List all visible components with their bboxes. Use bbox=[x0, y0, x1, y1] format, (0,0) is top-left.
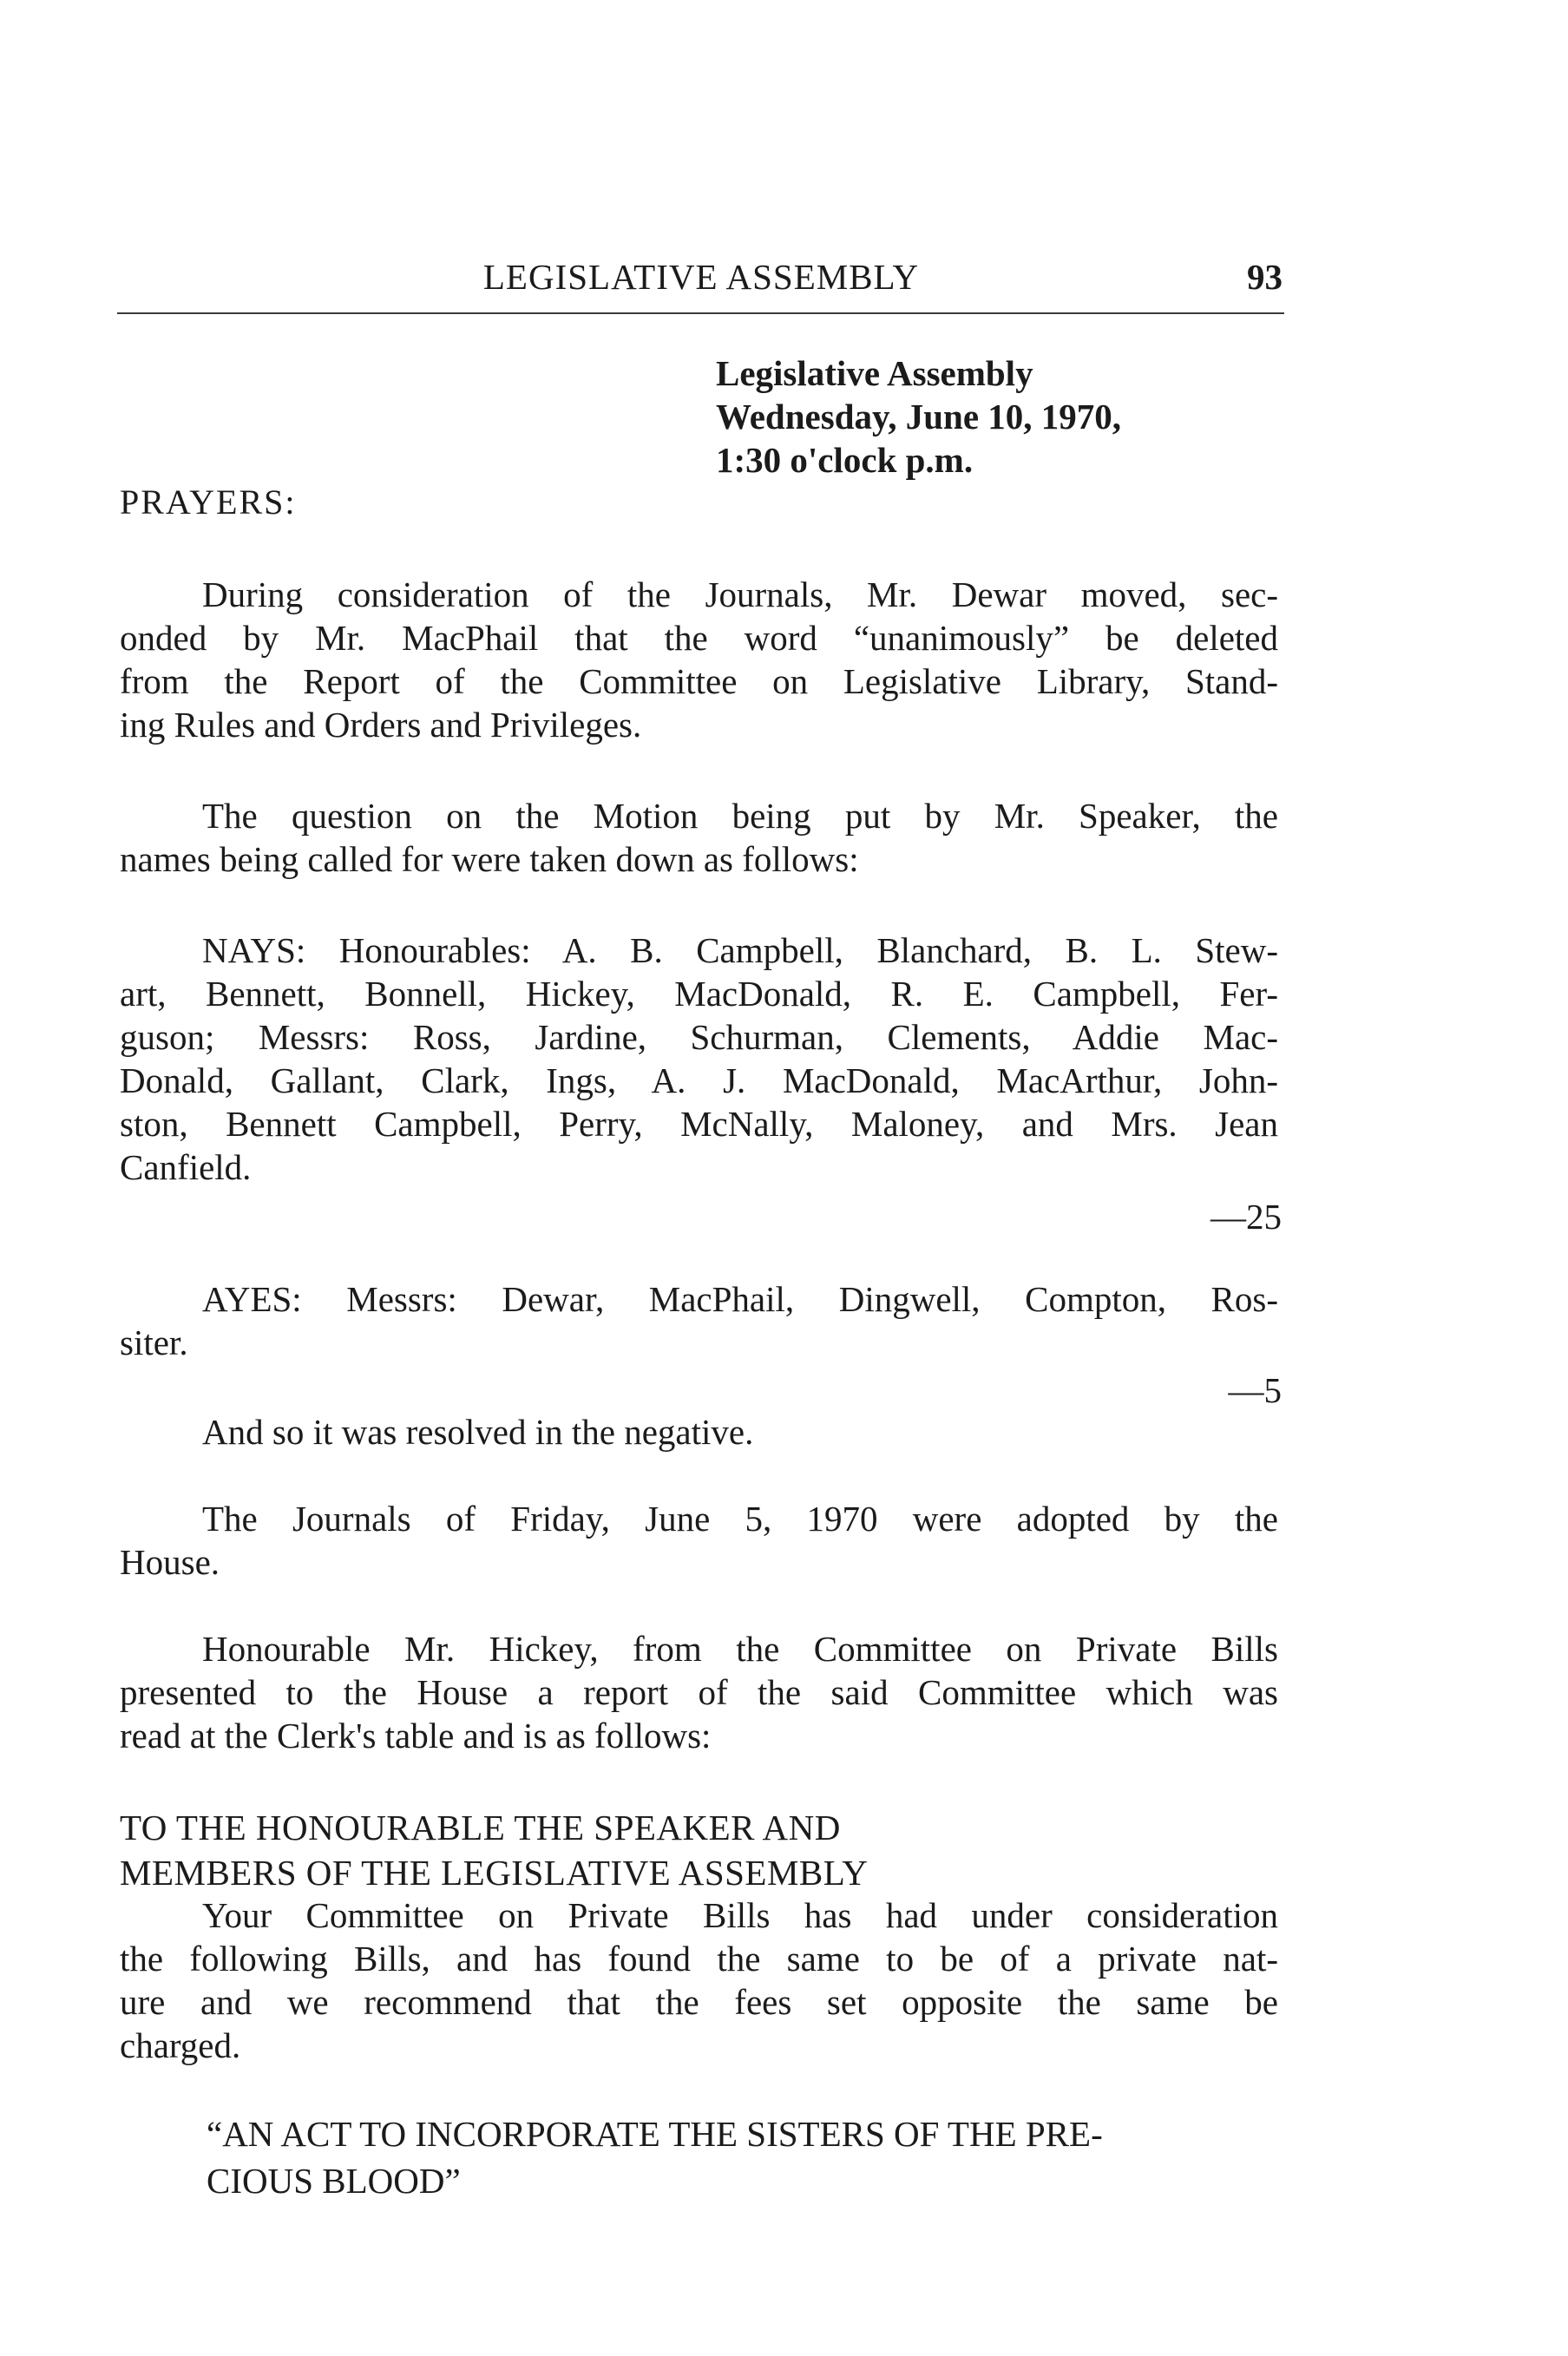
text-line: presented to the House a report of the said Committee which was bbox=[120, 1672, 1278, 1712]
sitting-block bbox=[716, 351, 1121, 482]
text-line: read at the Clerk's table and is as follows: bbox=[120, 1716, 712, 1756]
text-line: siter. bbox=[120, 1322, 188, 1362]
text-line: The Journals of Friday, June 5, 1970 were adopted by the bbox=[202, 1499, 1278, 1539]
address-line: MEMBERS OF THE LEGISLATIVE ASSEMBLY bbox=[120, 1853, 869, 1893]
text-line: NAYS: Honourables: A. B. Campbell, Blanchard, B. L. Stew- bbox=[202, 930, 1278, 970]
text-line: Your Committee on Private Bills has had under consideration bbox=[202, 1895, 1278, 1935]
text-line: charged. bbox=[120, 2025, 241, 2065]
text-line: AYES: Messrs: Dewar, MacPhail, Dingwell, Compton, Ros- bbox=[202, 1279, 1278, 1319]
prayers-heading: PRAYERS: bbox=[120, 482, 297, 522]
paragraph-resolved bbox=[120, 1410, 1278, 1454]
header-title: LEGISLATIVE ASSEMBLY bbox=[482, 257, 920, 297]
paragraph-hickey-report bbox=[120, 1627, 1278, 1757]
running-header bbox=[120, 256, 1283, 308]
text-line: During consideration of the Journals, Mr. Dewar moved, sec- bbox=[202, 574, 1278, 614]
paragraph-motion bbox=[120, 573, 1278, 746]
text-line: from the Report of the Committee on Legislative Library, Stand- bbox=[120, 661, 1278, 701]
sitting-date: Wednesday, June 10, 1970, bbox=[716, 397, 1122, 436]
text-line: names being called for were taken down as follows: bbox=[120, 839, 859, 879]
address-heading bbox=[120, 1805, 868, 1895]
ayes-count: —5 bbox=[1228, 1370, 1282, 1410]
bill-title bbox=[207, 2110, 1278, 2204]
text-line: guson; Messrs: Ross, Jardine, Schurman, Clements, Addie Mac- bbox=[120, 1017, 1278, 1057]
bill-title-line: CIOUS BLOOD” bbox=[207, 2161, 461, 2201]
paragraph-nays bbox=[120, 929, 1278, 1189]
text-line: ston, Bennett Campbell, Perry, McNally, Maloney, and Mrs. Jean bbox=[120, 1104, 1278, 1144]
address-line: TO THE HONOURABLE THE SPEAKER AND bbox=[120, 1808, 841, 1847]
text-line: Donald, Gallant, Clark, Ings, A. J. MacDonald, MacArthur, John- bbox=[120, 1060, 1278, 1100]
text-line: The question on the Motion being put by Mr. Speaker, the bbox=[202, 796, 1278, 836]
paragraph-question bbox=[120, 794, 1278, 881]
text-line: the following Bills, and has found the same to be of a private nat- bbox=[120, 1939, 1278, 1979]
paragraph-ayes bbox=[120, 1277, 1278, 1364]
text-line: Honourable Mr. Hickey, from the Committee on Private Bills bbox=[202, 1629, 1278, 1669]
text-line: And so it was resolved in the negative. bbox=[202, 1412, 754, 1452]
paragraph-journals bbox=[120, 1497, 1278, 1584]
text-line: ing Rules and Orders and Privileges. bbox=[120, 705, 642, 745]
sitting-time: 1:30 o'clock p.m. bbox=[716, 440, 974, 480]
bill-title-line: “AN ACT TO INCORPORATE THE SISTERS OF THE PRE- bbox=[207, 2114, 1103, 2154]
paragraph-committee bbox=[120, 1893, 1278, 2067]
text-line: art, Bennett, Bonnell, Hickey, MacDonald, R. E. Campbell, Fer- bbox=[120, 974, 1278, 1014]
text-line: Canfield. bbox=[120, 1147, 252, 1187]
page-number: 93 bbox=[1247, 257, 1283, 297]
sitting-body: Legislative Assembly bbox=[716, 353, 1033, 393]
text-line: ure and we recommend that the fees set opposite the same be bbox=[120, 1982, 1278, 2022]
header-rule bbox=[117, 312, 1284, 314]
text-line: House. bbox=[120, 1542, 220, 1582]
nays-count: —25 bbox=[1210, 1197, 1282, 1237]
text-line: onded by Mr. MacPhail that the word “unanimously” be deleted bbox=[120, 618, 1278, 658]
